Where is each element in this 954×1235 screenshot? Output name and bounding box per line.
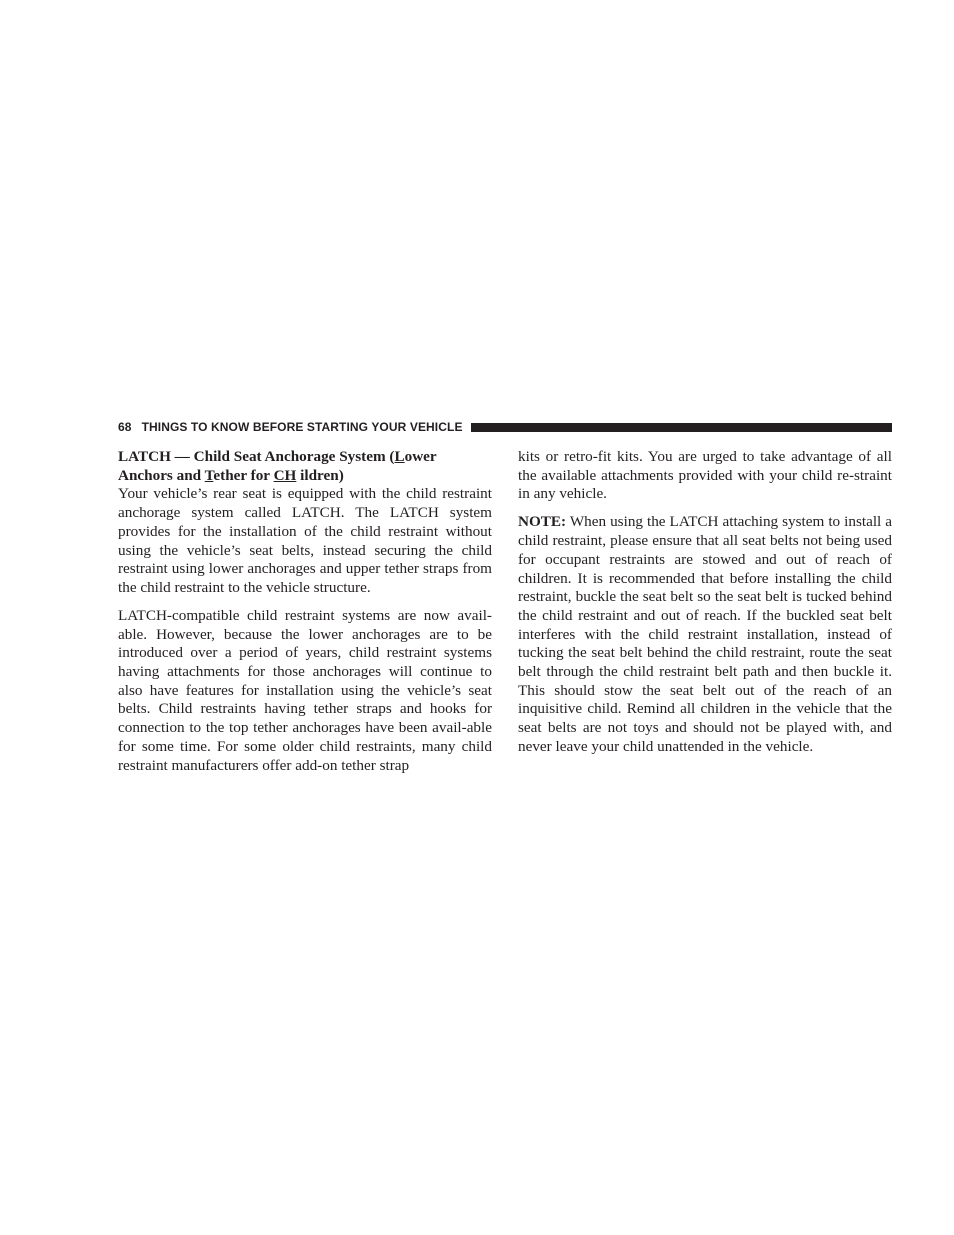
heading-text-2: ower Anchors and (118, 448, 437, 484)
note-text: When using the LATCH attaching system to install a child restraint, please ensure that all seat belts not being used for occupant restraints are stowed and out of reach of children. It is recommended that before installing the child restraint, buckle the seat belt so the seat belt is tucked behind the child restraint and out of reach. If the buckled seat belt interferes with the child restraint installation, instead of tucking the seat belt behind the child restraint, route the seat belt through the child restraint belt path and then buckle it. This should stow the seat belt out of the reach of an inquisitive child. Remind all children in the vehicle that the seat belts are not toys and should not be played with, and never leave your child unattended in the vehicle. (518, 513, 892, 755)
body-paragraph: LATCH-compatible child restraint systems are now avail-able. However, because the lower anchorages are to be introduced over a period of years, child restraint systems having attachments for those anchorages will continue to also have features for installation using the vehicle’s seat belts. Child restraints having tether straps and hooks for connection to the top tether anchorages have been avail-able for some time. For some older child restraints, many child restraint manufacturers offer add-on tether strap (118, 606, 492, 774)
body-paragraph: Your vehicle’s rear seat is equipped with the child restraint anchorage system called LATCH. The LATCH system provides for the installation of the child restraint without using the vehicle’s seat belts, instead securing the child restraint using lower anchorages and upper tether straps from the child restraint to the vehicle structure. (118, 485, 492, 596)
heading-text-3: ether for (213, 466, 274, 484)
body-paragraph: kits or retro-fit kits. You are urged to take advantage of all the available attachments provided with your child re-straint in any vehicle. (518, 448, 892, 503)
heading-underlined-l: L (394, 448, 405, 465)
page-header (118, 420, 892, 435)
heading-underlined-ch: CH (273, 466, 297, 484)
note-label: NOTE: (518, 513, 567, 531)
heading-text-1: LATCH — Child Seat Anchorage System ( (118, 448, 395, 465)
left-column (118, 448, 492, 785)
right-column (518, 448, 892, 766)
heading-underlined-t: T (204, 466, 214, 484)
section-title: THINGS TO KNOW BEFORE STARTING YOUR VEHICLE (141, 420, 463, 434)
page-number: 68 (118, 420, 132, 434)
header-rule-bar (471, 423, 892, 432)
note-paragraph (518, 513, 892, 756)
section-heading (118, 448, 492, 485)
heading-text-4: ildren) (296, 466, 344, 484)
